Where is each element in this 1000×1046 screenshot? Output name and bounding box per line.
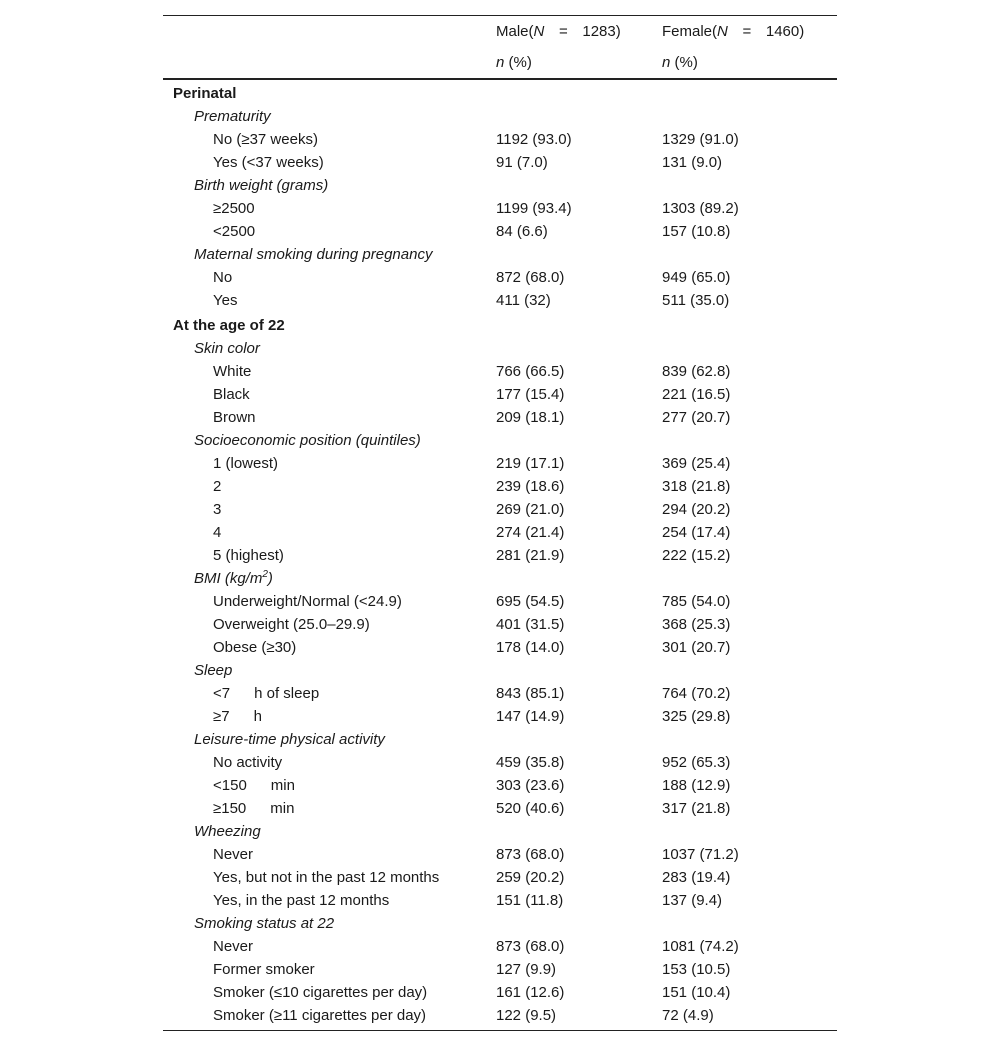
female-value: 131 (9.0) <box>662 154 723 171</box>
female-value: 294 (20.2) <box>662 501 731 518</box>
row-label: Socioeconomic position (quintiles) <box>194 432 421 449</box>
male-value: 269 (21.0) <box>496 501 565 518</box>
male-value: 766 (66.5) <box>496 363 565 380</box>
table-row <box>163 220 837 243</box>
category-row <box>163 174 837 197</box>
row-label: ≥2500 <box>213 200 255 217</box>
table-row <box>163 406 837 429</box>
row-label: Smoking status at 22 <box>194 915 335 932</box>
row-label: Yes <box>213 292 238 309</box>
row-label: Former smoker <box>213 961 315 978</box>
table-row <box>163 866 837 889</box>
female-value: 952 (65.3) <box>662 754 731 771</box>
row-label: Sleep <box>194 662 233 679</box>
female-value: 151 (10.4) <box>662 984 731 1001</box>
row-label: <7 h of sleep <box>213 685 320 702</box>
table-row <box>163 981 837 1004</box>
category-row <box>163 429 837 452</box>
table-row <box>163 544 837 567</box>
male-value: 411 (32) <box>496 292 551 309</box>
row-label: Yes, in the past 12 months <box>213 892 390 909</box>
row-label: Yes, but not in the past 12 months <box>213 869 440 886</box>
male-value: 84 (6.6) <box>496 223 548 240</box>
table-row <box>163 636 837 659</box>
male-value: 127 (9.9) <box>496 961 557 978</box>
row-label: 4 <box>213 524 222 541</box>
male-value: 219 (17.1) <box>496 455 565 472</box>
male-value: 151 (11.8) <box>496 892 564 909</box>
table-bottom-rule <box>163 1030 837 1031</box>
female-value: 254 (17.4) <box>662 524 731 541</box>
category-row <box>163 105 837 128</box>
category-row <box>163 659 837 682</box>
female-value: 277 (20.7) <box>662 409 731 426</box>
female-value: 1329 (91.0) <box>662 131 739 148</box>
female-value: 368 (25.3) <box>662 616 731 633</box>
category-row <box>163 912 837 935</box>
row-label: 3 <box>213 501 222 518</box>
male-value: 177 (15.4) <box>496 386 565 403</box>
male-value: 259 (20.2) <box>496 869 565 886</box>
table-row <box>163 151 837 174</box>
table-row <box>163 751 837 774</box>
section-header-row <box>163 314 837 337</box>
female-value: 1081 (74.2) <box>662 938 739 955</box>
female-value: 1037 (71.2) <box>662 846 739 863</box>
row-label: 5 (highest) <box>213 547 284 564</box>
male-value: 239 (18.6) <box>496 478 565 495</box>
row-label: No <box>213 269 233 286</box>
table-row <box>163 197 837 220</box>
female-subheader: n (%) <box>662 54 698 71</box>
male-value: 1199 (93.4) <box>496 200 572 217</box>
category-row <box>163 337 837 360</box>
male-value: 274 (21.4) <box>496 524 565 541</box>
row-label: White <box>213 363 252 380</box>
row-label: Brown <box>213 409 256 426</box>
row-label: No (≥37 weeks) <box>213 131 318 148</box>
table-subheader-row <box>163 47 837 78</box>
female-value: 137 (9.4) <box>662 892 723 909</box>
table-row <box>163 958 837 981</box>
row-label: 2 <box>213 478 222 495</box>
table-row <box>163 797 837 820</box>
female-value: 839 (62.8) <box>662 363 731 380</box>
row-label: <150 min <box>213 777 295 794</box>
row-label: ≥150 min <box>213 800 295 817</box>
table-row <box>163 774 837 797</box>
female-value: 318 (21.8) <box>662 478 731 495</box>
row-label: Black <box>213 386 250 403</box>
male-column-header: Male(N = 1283) <box>496 23 621 40</box>
male-value: 872 (68.0) <box>496 269 565 286</box>
female-value: 949 (65.0) <box>662 269 731 286</box>
female-value: 157 (10.8) <box>662 223 731 240</box>
characteristics-table <box>163 15 837 1031</box>
female-value: 72 (4.9) <box>662 1007 714 1024</box>
category-row <box>163 243 837 266</box>
male-subheader: n (%) <box>496 54 532 71</box>
section-header-row <box>163 82 837 105</box>
table-row <box>163 498 837 521</box>
row-label: <2500 <box>213 223 256 240</box>
female-value: 317 (21.8) <box>662 800 731 817</box>
table-body <box>163 80 837 1030</box>
female-value: 785 (54.0) <box>662 593 731 610</box>
male-value: 459 (35.8) <box>496 754 565 771</box>
male-value: 209 (18.1) <box>496 409 565 426</box>
female-value: 188 (12.9) <box>662 777 731 794</box>
female-value: 283 (19.4) <box>662 869 731 886</box>
female-value: 153 (10.5) <box>662 961 731 978</box>
female-value: 325 (29.8) <box>662 708 731 725</box>
female-value: 301 (20.7) <box>662 639 731 656</box>
table-row <box>163 360 837 383</box>
male-value: 873 (68.0) <box>496 938 565 955</box>
female-value: 221 (16.5) <box>662 386 731 403</box>
male-value: 843 (85.1) <box>496 685 565 702</box>
row-label: Prematurity <box>194 108 271 125</box>
male-value: 91 (7.0) <box>496 154 548 171</box>
table-row <box>163 682 837 705</box>
row-label: Yes (<37 weeks) <box>213 154 324 171</box>
male-value: 281 (21.9) <box>496 547 565 564</box>
female-value: 222 (15.2) <box>662 547 731 564</box>
male-value: 401 (31.5) <box>496 616 565 633</box>
table-row <box>163 475 837 498</box>
table-row <box>163 935 837 958</box>
female-value: 1303 (89.2) <box>662 200 739 217</box>
row-label: ≥7 h <box>213 708 262 725</box>
row-label: No activity <box>213 754 283 771</box>
row-label: Maternal smoking during pregnancy <box>194 246 433 263</box>
male-value: 873 (68.0) <box>496 846 565 863</box>
table-row <box>163 889 837 912</box>
male-value: 695 (54.5) <box>496 593 565 610</box>
male-value: 178 (14.0) <box>496 639 565 656</box>
row-label: 1 (lowest) <box>213 455 279 472</box>
table-row <box>163 128 837 151</box>
female-value: 764 (70.2) <box>662 685 731 702</box>
male-value: 122 (9.5) <box>496 1007 557 1024</box>
table-row <box>163 452 837 475</box>
row-label: Overweight (25.0–29.9) <box>213 616 370 633</box>
row-label: Underweight/Normal (<24.9) <box>213 593 402 610</box>
table-row <box>163 613 837 636</box>
male-value: 1192 (93.0) <box>496 131 572 148</box>
row-label: Smoker (≤10 cigarettes per day) <box>213 984 428 1001</box>
male-value: 303 (23.6) <box>496 777 565 794</box>
table-header-row <box>163 16 837 47</box>
table-row <box>163 289 837 312</box>
row-label: Obese (≥30) <box>213 639 297 656</box>
table-row <box>163 843 837 866</box>
row-label: Wheezing <box>194 823 261 840</box>
female-value: 369 (25.4) <box>662 455 731 472</box>
female-column-header: Female(N = 1460) <box>662 23 805 40</box>
male-value: 520 (40.6) <box>496 800 565 817</box>
table-row <box>163 383 837 406</box>
male-value: 147 (14.9) <box>496 708 565 725</box>
row-label: Skin color <box>194 340 260 357</box>
category-row <box>163 820 837 843</box>
table-row <box>163 1004 837 1027</box>
row-label: Never <box>213 938 254 955</box>
row-label: Birth weight (grams) <box>194 177 329 194</box>
table-row <box>163 266 837 289</box>
female-value: 511 (35.0) <box>662 292 730 309</box>
row-label: Smoker (≥11 cigarettes per day) <box>213 1007 427 1024</box>
row-label: Never <box>213 846 254 863</box>
row-label: Perinatal <box>173 85 237 102</box>
table-row <box>163 590 837 613</box>
row-label: Leisure-time physical activity <box>194 731 385 748</box>
row-label: At the age of 22 <box>173 317 285 334</box>
category-row <box>163 728 837 751</box>
table-row <box>163 705 837 728</box>
row-label: BMI $(kg/m^2)$ <box>194 569 273 587</box>
category-row <box>163 567 837 590</box>
table-row <box>163 521 837 544</box>
male-value: 161 (12.6) <box>496 984 565 1001</box>
